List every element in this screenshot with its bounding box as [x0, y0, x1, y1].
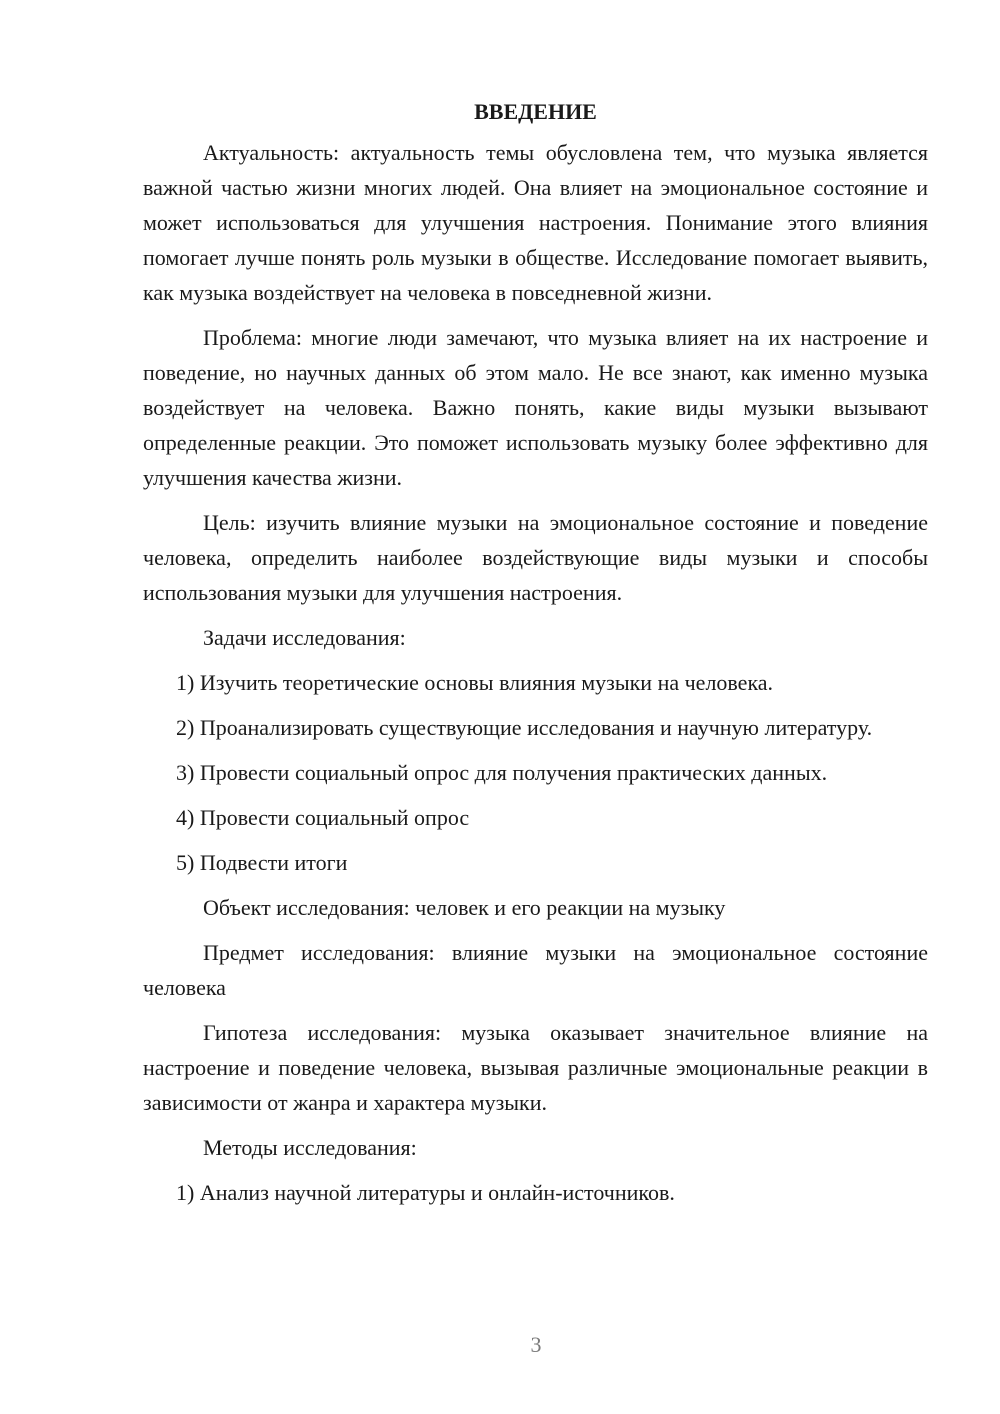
- task-item-5: 5) Подвести итоги: [176, 850, 348, 875]
- problem-paragraph: Проблема: многие люди замечают, что музыка влияет на их настроение и поведение, но научных данных об этом мало. Не все знают, как именно музыка воздействует на человека. Важно понять, какие виды музыки вызывают определенные реакции. Это поможет использовать музыку более эффективно для улучшения качества жизни.: [143, 325, 928, 490]
- task-item-4: 4) Провести социальный опрос: [176, 805, 470, 830]
- task-item-1: 1) Изучить теоретические основы влияния музыки на человека.: [176, 670, 774, 695]
- object-paragraph: Объект исследования: человек и его реакции на музыку: [203, 895, 726, 920]
- document-page: [143, 94, 928, 1220]
- task-item-3: 3) Провести социальный опрос для получения практических данных.: [176, 760, 828, 785]
- goal-paragraph: Цель: изучить влияние музыки на эмоциональное состояние и поведение человека, определить наиболее воздействующие виды музыки и способы использования музыки для улучшения настроения.: [143, 510, 928, 605]
- method-item-1: 1) Анализ научной литературы и онлайн-источников.: [176, 1180, 675, 1205]
- subject-paragraph: Предмет исследования: влияние музыки на эмоциональное состояние человека: [143, 940, 928, 1000]
- hypothesis-paragraph: Гипотеза исследования: музыка оказывает значительное влияние на настроение и поведение человека, вызывая различные эмоциональные реакции в зависимости от жанра и характера музыки.: [143, 1020, 928, 1115]
- page-title: ВВЕДЕНИЕ: [474, 99, 597, 124]
- methods-title: Методы исследования:: [203, 1135, 417, 1160]
- task-item-2: 2) Проанализировать существующие исследования и научную литературу.: [176, 715, 873, 740]
- page-number: 3: [530, 1332, 542, 1357]
- relevance-paragraph: Актуальность: актуальность темы обусловлена тем, что музыка является важной частью жизни многих людей. Она влияет на эмоциональное состояние и может использоваться для улучшения настроения. Понимание этого влияния помогает лучше понять роль музыки в обществе. Исследование помогает выявить, как музыка воздействует на человека в повседневной жизни.: [143, 140, 928, 305]
- tasks-title: Задачи исследования:: [203, 625, 406, 650]
